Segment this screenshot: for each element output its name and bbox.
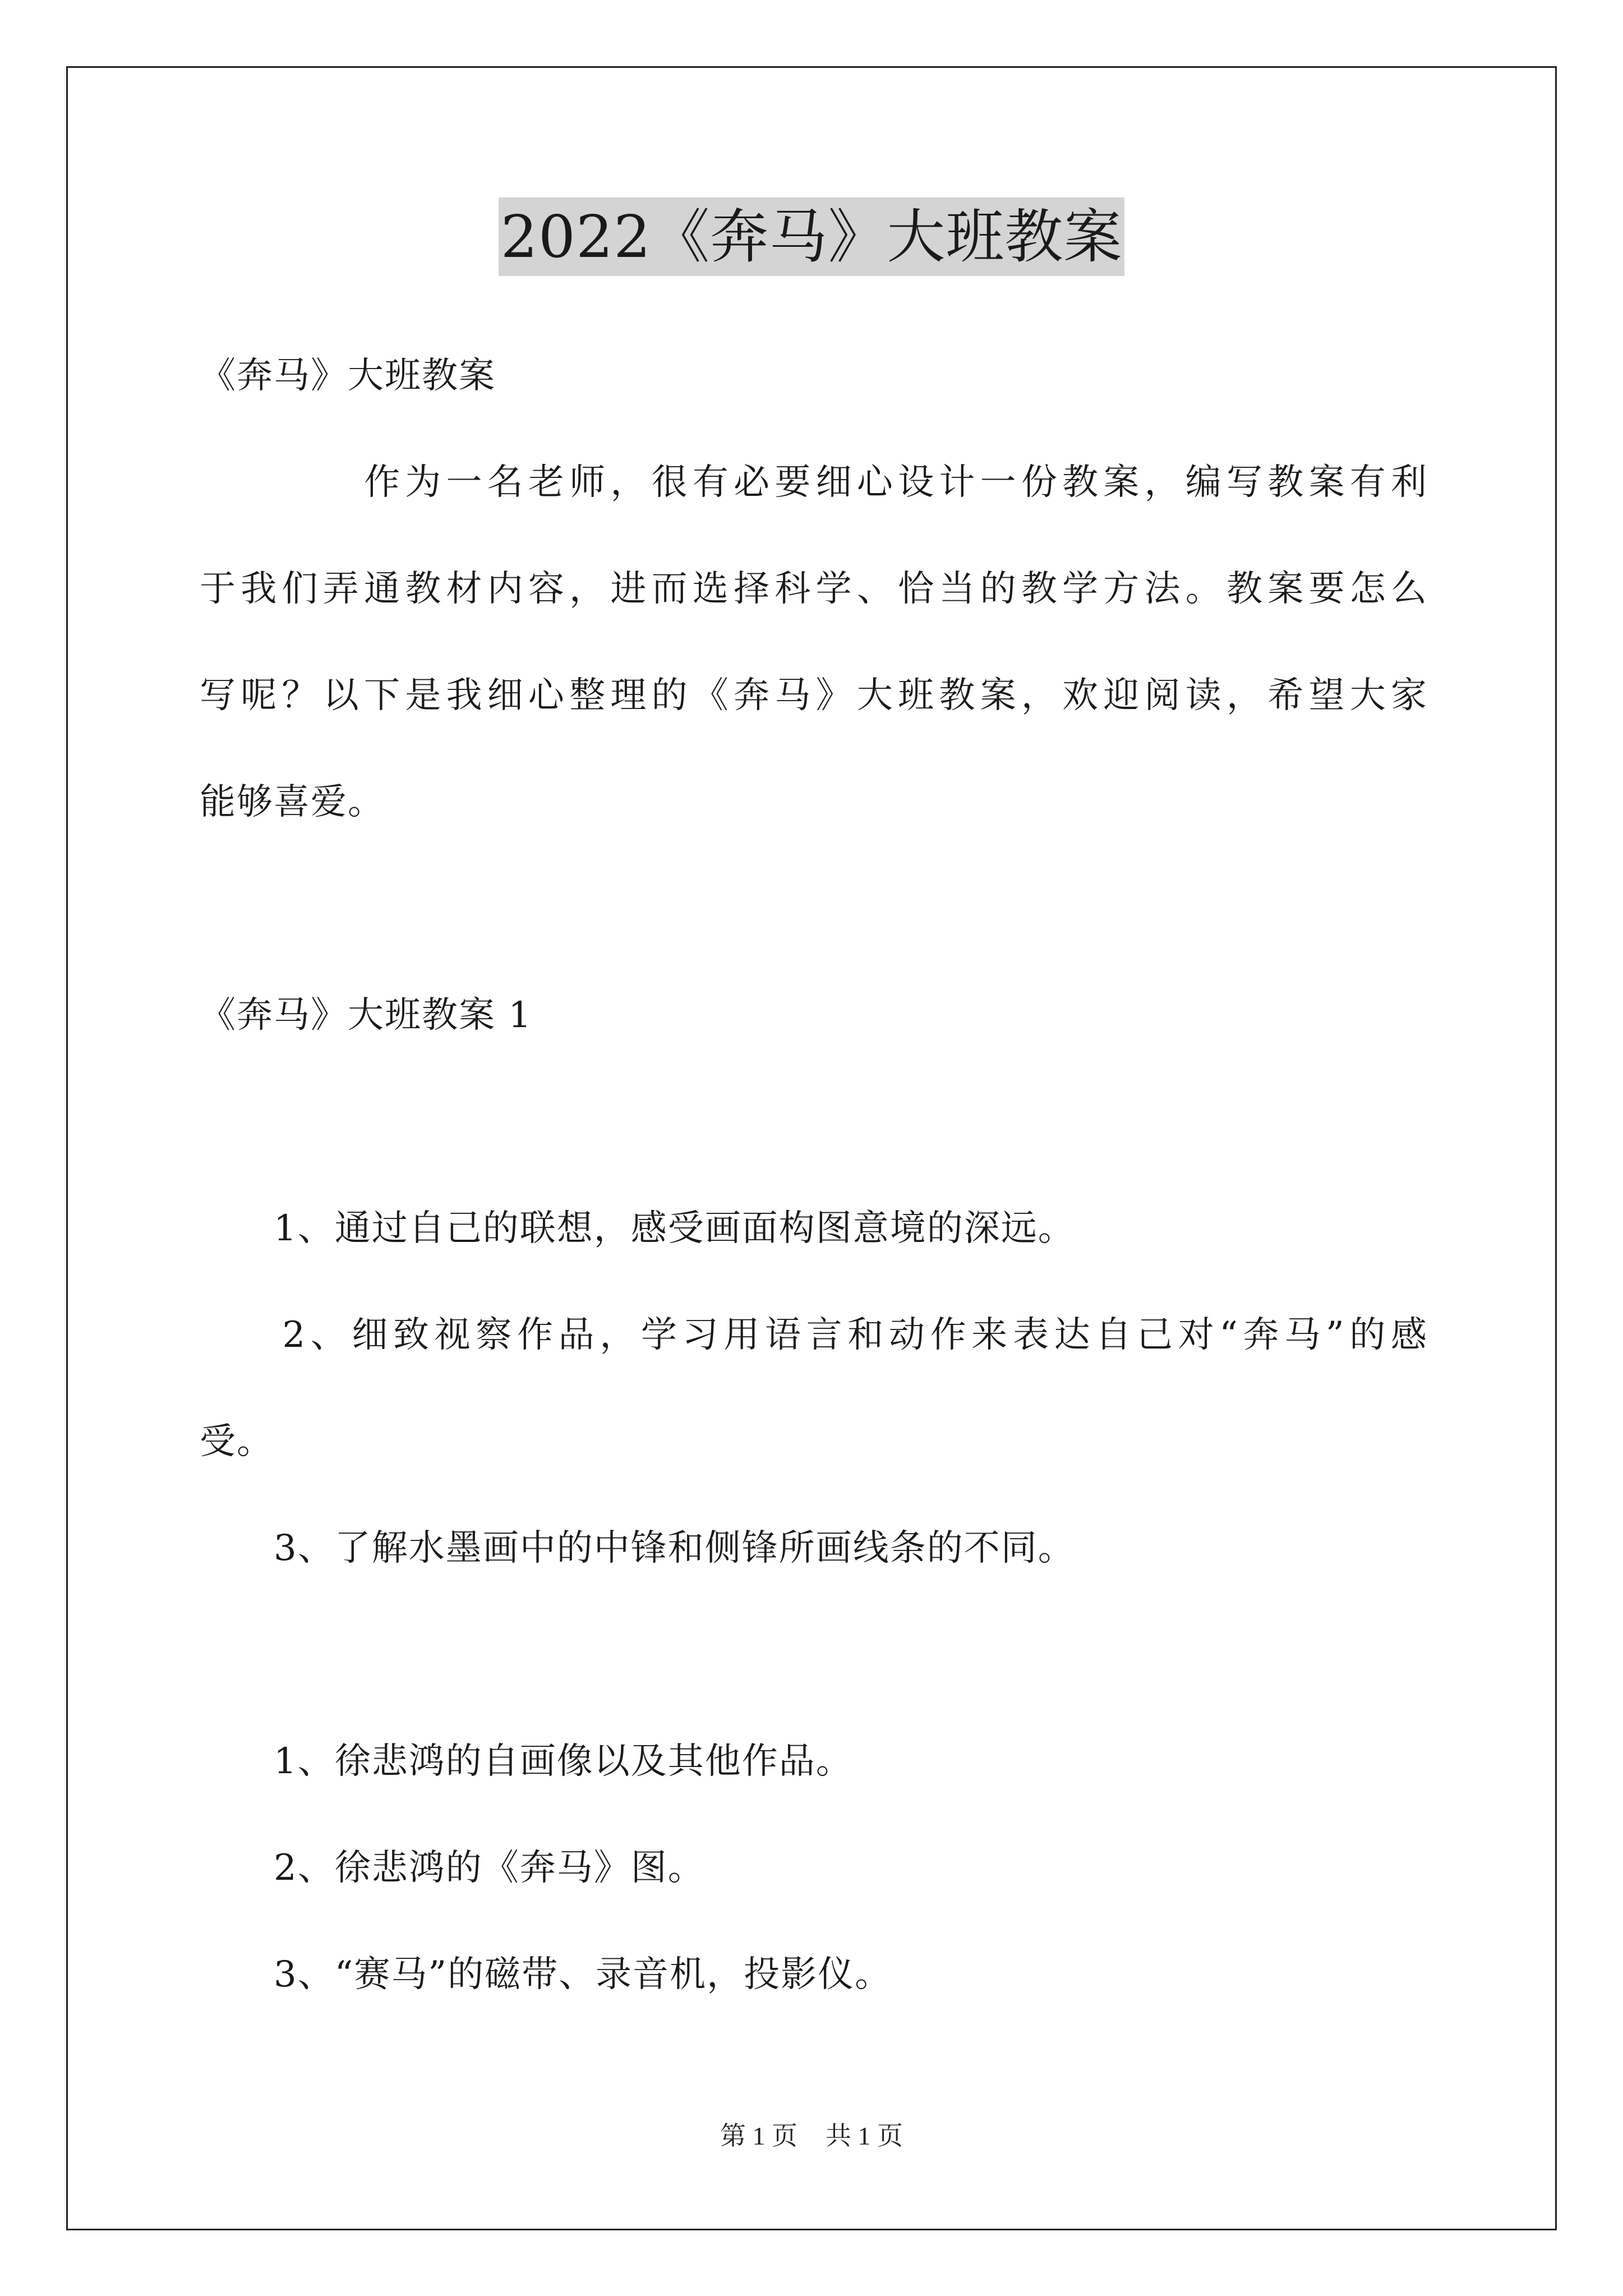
goal-item-1: 1、通过自己的联想，感受画面构图意境的深远。 <box>200 1208 1075 1249</box>
intro-line-2: 于我们弄通教材内容，进而选择科学、恰当的教学方法。教案要怎么 <box>200 568 1428 610</box>
page-number-total: 共 1 页 <box>826 2122 903 2150</box>
page-footer <box>0 2119 1623 2153</box>
subtitle-line: 《奔马》大班教案 <box>200 355 496 397</box>
goal-item-2-cont: 受。 <box>200 1421 274 1462</box>
intro-line-4: 能够喜爱。 <box>200 781 385 823</box>
goal-item-3: 3、了解水墨画中的中锋和侧锋所画线条的不同。 <box>200 1527 1075 1569</box>
title-container <box>0 197 1623 276</box>
material-item-3: 3、“赛马”的磁带、录音机，投影仪。 <box>200 1954 892 1995</box>
goal-item-2: 2、细致视察作品，学习用语言和动作来表达自己对“奔马”的感 <box>200 1314 1428 1356</box>
section-heading: 《奔马》大班教案 1 <box>200 995 533 1036</box>
material-item-1: 1、徐悲鸿的自画像以及其他作品。 <box>200 1741 853 1782</box>
document-title: 2022《奔马》大班教案 <box>499 197 1125 276</box>
page-number-current: 第 1 页 <box>720 2122 797 2150</box>
intro-line-3: 写呢？以下是我细心整理的《奔马》大班教案，欢迎阅读，希望大家 <box>200 675 1428 716</box>
material-item-2: 2、徐悲鸿的《奔马》图。 <box>200 1847 705 1889</box>
intro-line-1: 作为一名老师，很有必要细心设计一份教案，编写教案有利 <box>200 462 1428 503</box>
